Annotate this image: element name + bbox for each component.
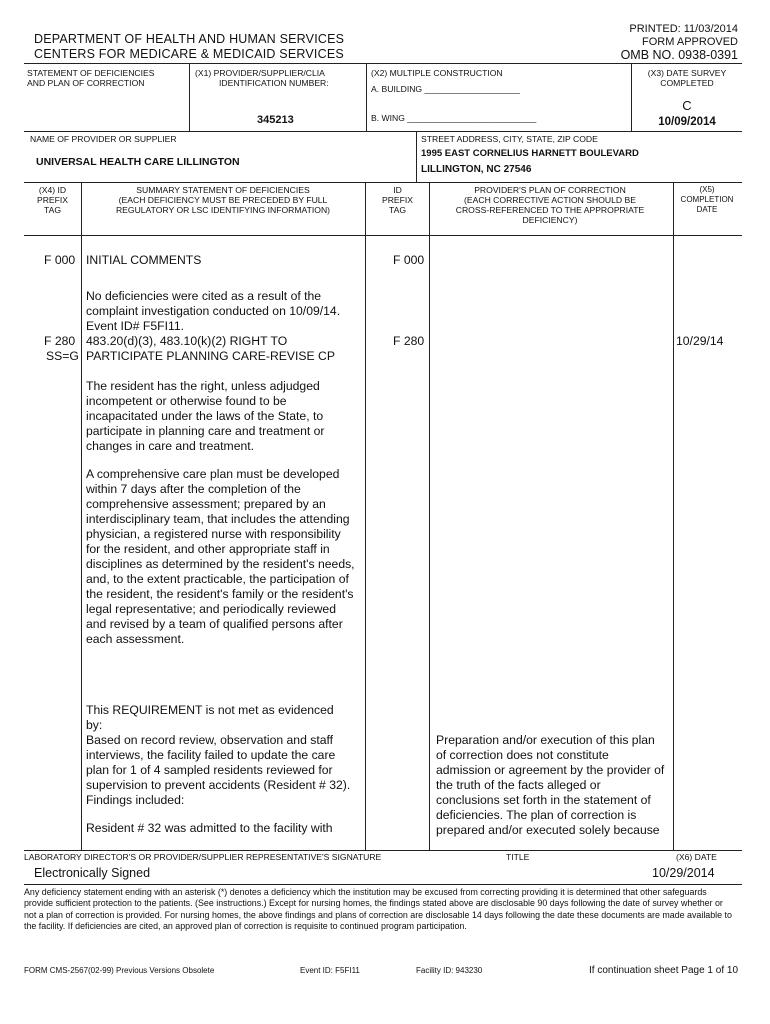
initial-comments: INITIAL COMMENTS [86,253,202,267]
provider-number: 345213 [257,114,294,126]
tag-f280: F 280 [44,334,76,348]
summary-column-label: SUMMARY STATEMENT OF DEFICIENCIES (EACH DEFICIENCY MUST BE PRECEDED BY FULL REGULATORY OR LSC IDENTIFYING INFORMATION) [115,185,331,215]
address-label: STREET ADDRESS, CITY, STATE, ZIP CODE [421,134,598,144]
page-number: If continuation sheet Page 1 of 10 [589,965,738,976]
survey-date: 10/09/2014 [658,116,716,128]
paragraph-no-deficiencies: No deficiencies were cited as a result of the complaint investigation conducted on 10/09/14. Event ID# F5FI11. [86,289,341,333]
department-title: DEPARTMENT OF HEALTH AND HUMAN SERVICES [34,32,345,46]
rule-footer [24,884,742,885]
col-rule-2 [365,182,366,850]
rule-mid [24,131,742,132]
survey-code: C [682,98,692,113]
title-label: TITLE [506,852,530,862]
form-approved: FORM APPROVED [642,36,738,48]
provider-name: UNIVERSAL HEALTH CARE LILLINGTON [36,156,240,168]
completion-date: 10/29/14 [676,334,724,348]
form-identifier: FORM CMS-2567(02-99) Previous Versions Obsolete [24,966,215,975]
rule-signature [24,850,742,851]
rule-v2 [366,63,367,131]
regulation-title: 483.20(d)(3), 483.10(k)(2) RIGHT TO PARTICIPATE PLANNING CARE-REVISE CP [86,334,335,363]
x5-column-label: (X5) COMPLETION DATE [680,185,734,214]
x4-column-label: (X4) ID PREFIX TAG [36,185,69,215]
rule-top [24,63,742,64]
col-rule-1 [81,182,82,850]
x3-label: (X3) DATE SURVEY COMPLETED [647,68,727,88]
signature-date: 10/29/2014 [652,866,715,880]
rule-v1 [189,63,190,131]
signature-value: Electronically Signed [34,866,151,880]
x6-date-label: (X6) DATE [676,852,717,862]
statement-label: STATEMENT OF DEFICIENCIES AND PLAN OF CORRECTION [27,68,155,88]
x2-label: (X2) MULTIPLE CONSTRUCTION [371,68,503,78]
provider-name-label: NAME OF PROVIDER OR SUPPLIER [30,134,177,144]
plan-column-label: PROVIDER'S PLAN OF CORRECTION (EACH CORRECTIVE ACTION SHOULD BE CROSS-REFERENCED TO THE APPROPRIATE DEFICIENCY) [455,185,645,225]
address-line2: LILLINGTON, NC 27546 [421,164,532,175]
x1-label: (X1) PROVIDER/SUPPLIER/CLIA IDENTIFICATION NUMBER: [195,68,329,88]
tag-f000-right: F 000 [393,253,425,267]
rule-v4 [416,131,417,182]
deficiency-disclaimer: Any deficiency statement ending with an asterisk (*) denotes a deficiency which the institution may be excused from correcting providing it is determined that other safeguards provide sufficient protection to the patients. (See instructions.) Except for nursing homes, the findings stated above are disclosable 90 days following the date of survey whether or not a plan of correction is provided. For nursing homes, the above findings and plans of correction are disclosable 14 days following the date these documents are made available to the facility. If deficiencies are cited, an approved plan of correction is requisite to continued program participation. [24,887,732,931]
paragraph-resident-32: Resident # 32 was admitted to the facility with [86,821,333,835]
plan-of-correction-text: Preparation and/or execution of this plan of correction does not constitute admission or agreement by the provider of the truth of the facts alleged or conclusions set forth in the statement of deficiencies. The plan of correction is prepared and/or executed solely because [436,733,665,837]
paragraph-requirement: This REQUIREMENT is not met as evidenced by: Based on record review, observation and staff interviews, the facility failed to update the care plan for 1 of 4 sampled residents reviewed for supervision to prevent accidents (Resident # 32). Findings included: [86,703,351,807]
severity-scope: SS=G [46,349,79,363]
rule-cols-bottom [24,235,742,236]
address-line1: 1995 EAST CORNELIUS HARNETT BOULEVARD [421,148,639,159]
tag-f000: F 000 [44,253,76,267]
building-label: A. BUILDING ____________________ [371,84,521,94]
rule-cols-top [24,182,742,183]
printed-date: PRINTED: 11/03/2014 [629,23,738,35]
cms-title: CENTERS FOR MEDICARE & MEDICAID SERVICES [34,47,344,61]
signature-label: LABORATORY DIRECTOR'S OR PROVIDER/SUPPLIER REPRESENTATIVE'S SIGNATURE [24,852,382,862]
paragraph-care-plan: A comprehensive care plan must be developed within 7 days after the completion of the comprehensive assessment; prepared by an interdisciplinary team, that includes the attending physician, a registered nurse with responsibility for the resident, and other appropriate staff in disciplines as determined by the resident's needs, and, to the extent practicable, the participation of the resident, the resident's family or the resident's legal representative; and periodically reviewed and revised by a team of qualified persons after each assessment. [86,467,355,646]
event-id: Event ID: F5FI11 [300,966,360,975]
facility-id: Facility ID: 943230 [416,966,483,975]
paragraph-resident-rights: The resident has the right, unless adjudged incompetent or otherwise found to be incapacitated under the laws of the State, to participate in planning care and treatment or changes in care and treatment. [86,379,325,453]
omb-number: OMB NO. 0938-0391 [620,48,738,62]
id-column-label: ID PREFIX TAG [381,185,414,215]
col-rule-4 [673,182,674,850]
wing-label: B. WING ___________________________ [371,113,537,123]
col-rule-3 [429,182,430,850]
tag-f280-right: F 280 [393,334,425,348]
